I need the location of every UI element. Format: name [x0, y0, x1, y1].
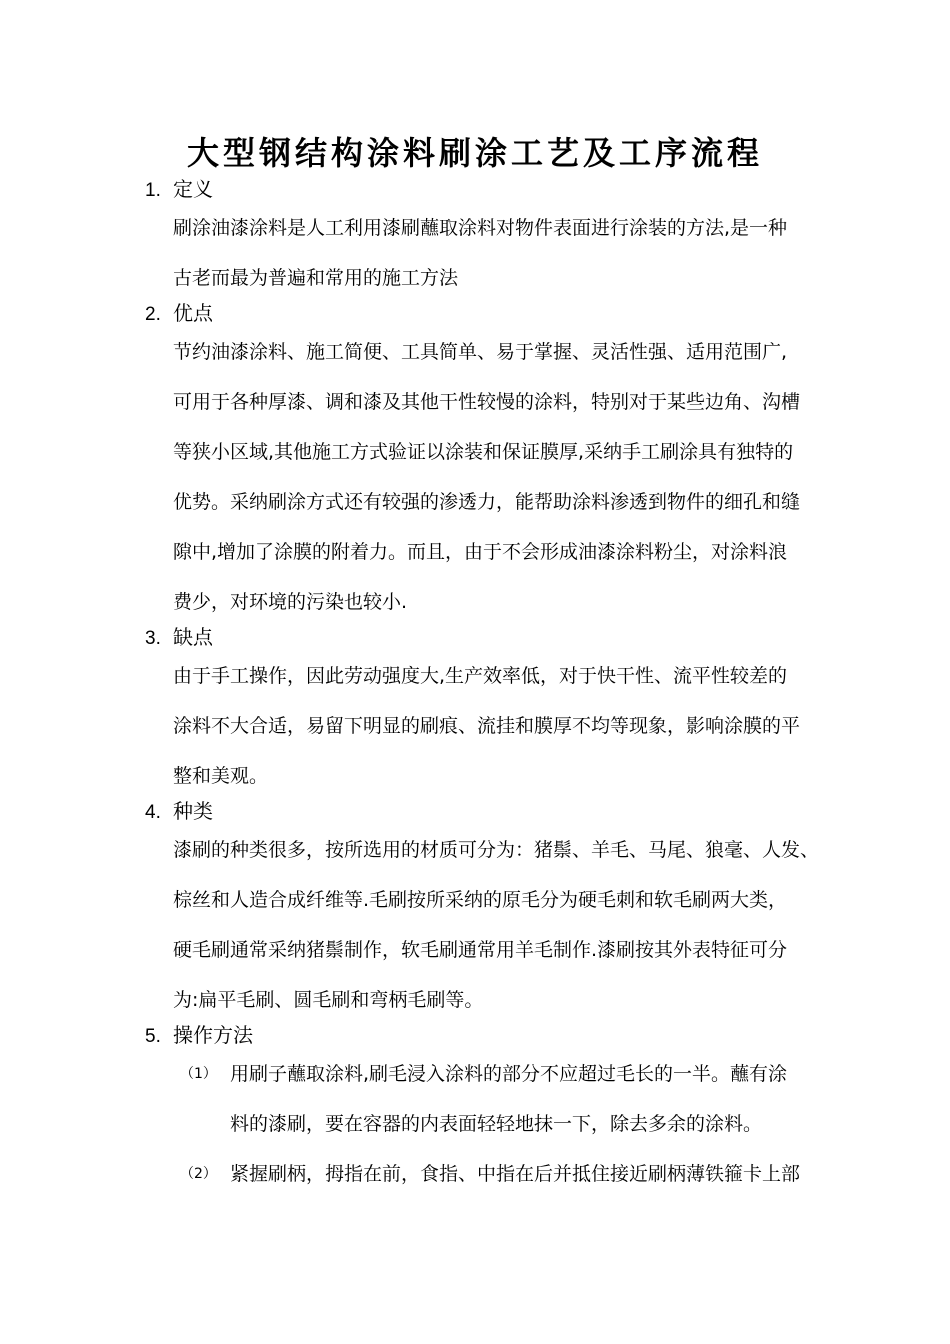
- section-number: 5.: [145, 1026, 161, 1047]
- section-title: 定义: [173, 177, 213, 201]
- section-number: 4.: [145, 802, 161, 823]
- list-item-line: 用刷子蘸取涂料,刷毛浸入涂料的部分不应超过毛长的一半。蘸有涂: [230, 1063, 788, 1085]
- section-number: 2.: [145, 304, 161, 325]
- list-item-marker: （1）: [180, 1066, 217, 1082]
- section-number: 1.: [145, 180, 161, 201]
- paragraph-line: 隙中,增加了涂膜的附着力。而且，由于不会形成油漆涂料粉尘，对涂料浪: [173, 541, 788, 563]
- section-heading-disadvantages: [145, 621, 213, 649]
- section-heading-operation-method: [145, 1019, 253, 1047]
- section-number: 3.: [145, 628, 161, 649]
- paragraph-line: 可用于各种厚漆、调和漆及其他干性较慢的涂料，特别对于某些边角、沟槽: [173, 391, 801, 413]
- paragraph-line: 等狭小区域,其他施工方式验证以涂装和保证膜厚,采纳手工刷涂具有独特的: [173, 441, 794, 463]
- section-title: 种类: [173, 799, 213, 823]
- section-heading-advantages: [145, 297, 213, 325]
- section-heading-types: [145, 795, 213, 823]
- paragraph-line: 整和美观。: [173, 765, 269, 787]
- section-heading-definition: [145, 173, 213, 201]
- paragraph-line: 优势。采纳刷涂方式还有较强的渗透力，能帮助涂料渗透到物件的细孔和缝: [173, 491, 801, 513]
- section-title: 操作方法: [173, 1023, 253, 1047]
- paragraph-line: 由于手工操作，因此劳动强度大,生产效率低，对于快干性、流平性较差的: [173, 665, 788, 687]
- paragraph-line: 棕丝和人造合成纤维等.毛刷按所采纳的原毛分为硬毛刺和软毛刷两大类，: [173, 889, 788, 911]
- paragraph-line: 刷涂油漆涂料是人工利用漆刷蘸取涂料对物件表面进行涂装的方法,是一种: [173, 217, 788, 239]
- list-item-marker: （2）: [180, 1166, 217, 1182]
- paragraph-line: 古老而最为普遍和常用的施工方法: [173, 267, 459, 289]
- document-title: 大型钢结构涂料刷涂工艺及工序流程: [186, 134, 763, 172]
- paragraph-line: 涂料不大合适，易留下明显的刷痕、流挂和膜厚不均等现象，影响涂膜的平: [173, 715, 801, 737]
- section-title: 缺点: [173, 625, 213, 649]
- paragraph-line: 漆刷的种类很多，按所选用的材质可分为：猪鬃、羊毛、马尾、狼毫、人发、: [173, 839, 820, 861]
- section-title: 优点: [173, 301, 213, 325]
- list-item-line: 紧握刷柄，拇指在前，食指、中指在后并抵住接近刷柄薄铁箍卡上部: [230, 1163, 801, 1185]
- paragraph-line: 节约油漆涂料、施工简便、工具简单、易于掌握、灵活性强、适用范围广,: [173, 341, 788, 363]
- paragraph-line: 为:扁平毛刷、圆毛刷和弯柄毛刷等。: [173, 989, 484, 1011]
- list-item-line: 料的漆刷，要在容器的内表面轻轻地抹一下，除去多余的涂料。: [230, 1113, 763, 1135]
- paragraph-line: 费少，对环境的污染也较小.: [173, 591, 408, 613]
- paragraph-line: 硬毛刷通常采纳猪鬃制作，软毛刷通常用羊毛制作.漆刷按其外表特征可分: [173, 939, 788, 961]
